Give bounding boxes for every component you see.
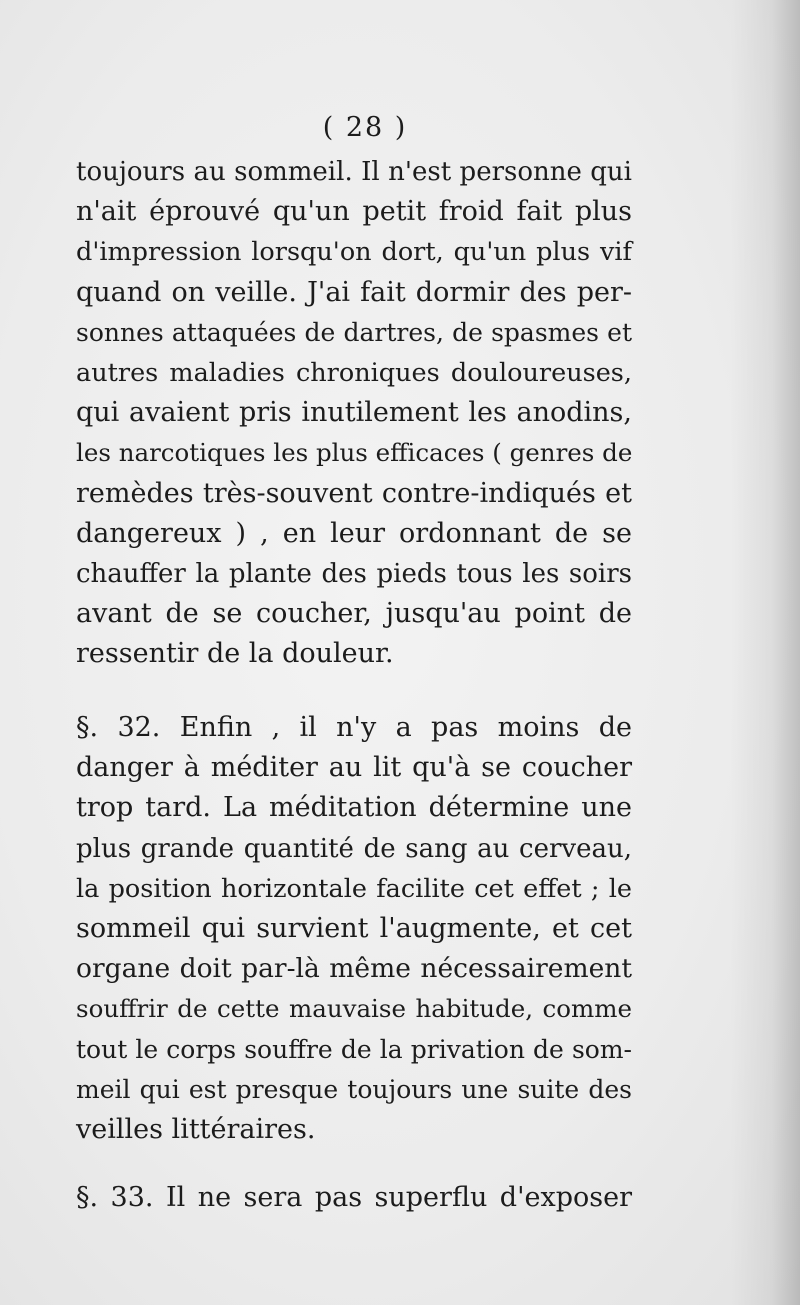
text-line: §. 33. Il ne sera pas superflu d'exposer xyxy=(76,1182,632,1213)
text-line: souffrir de cette mauvaise habitude, comme xyxy=(76,994,632,1024)
text-line: danger à méditer au lit qu'à se coucher xyxy=(76,752,632,784)
text-line: meil qui est presque toujours une suite des xyxy=(76,1074,632,1104)
text-line: dangereux ) , en leur ordonnant de se xyxy=(76,517,632,549)
paragraph-continuation xyxy=(76,152,632,674)
text-line: les narcotiques les plus efficaces ( genres de xyxy=(76,438,633,468)
text-line: d'impression lorsqu'on dort, qu'un plus vif xyxy=(76,237,632,268)
text-line: tout le corps souffre de la privation de som- xyxy=(76,1034,632,1064)
text-line: chauffer la plante des pieds tous les soirs xyxy=(76,558,632,589)
page-edge-shadow xyxy=(730,0,800,1305)
text-line: la position horizontale facilite cet effet ; le xyxy=(76,873,632,904)
text-line: ressentir de la douleur. xyxy=(76,638,394,670)
text-line: veilles littéraires. xyxy=(76,1113,316,1145)
paragraph-section-33 xyxy=(76,1178,632,1218)
paragraph-section-32 xyxy=(76,708,632,1150)
text-line: avant de se coucher, jusqu'au point de xyxy=(76,598,632,630)
text-line: organe doit par-là même nécessairement xyxy=(76,953,632,985)
text-line: plus grande quantité de sang au cerveau, xyxy=(76,833,632,864)
text-line: §. 32. Enfin , il n'y a pas moins de xyxy=(76,712,632,743)
text-line: sommeil qui survient l'augmente, et cet xyxy=(76,912,632,944)
text-line: qui avaient pris inutilement les anodins, xyxy=(76,397,632,429)
text-line: sonnes attaquées de dartres, de spasmes et xyxy=(76,317,632,347)
text-line: trop tard. La méditation détermine une xyxy=(76,792,632,824)
text-line: quand on veille. J'ai fait dormir des per- xyxy=(76,276,632,308)
text-line: autres maladies chroniques douloureuses, xyxy=(76,357,632,388)
page-number: ( 28 ) xyxy=(322,112,408,143)
text-line: toujours au sommeil. Il n'est personne qui xyxy=(76,157,632,187)
text-line: n'ait éprouvé qu'un petit froid fait plus xyxy=(76,196,632,228)
text-line: remèdes très-souvent contre-indiqués et xyxy=(76,477,632,509)
